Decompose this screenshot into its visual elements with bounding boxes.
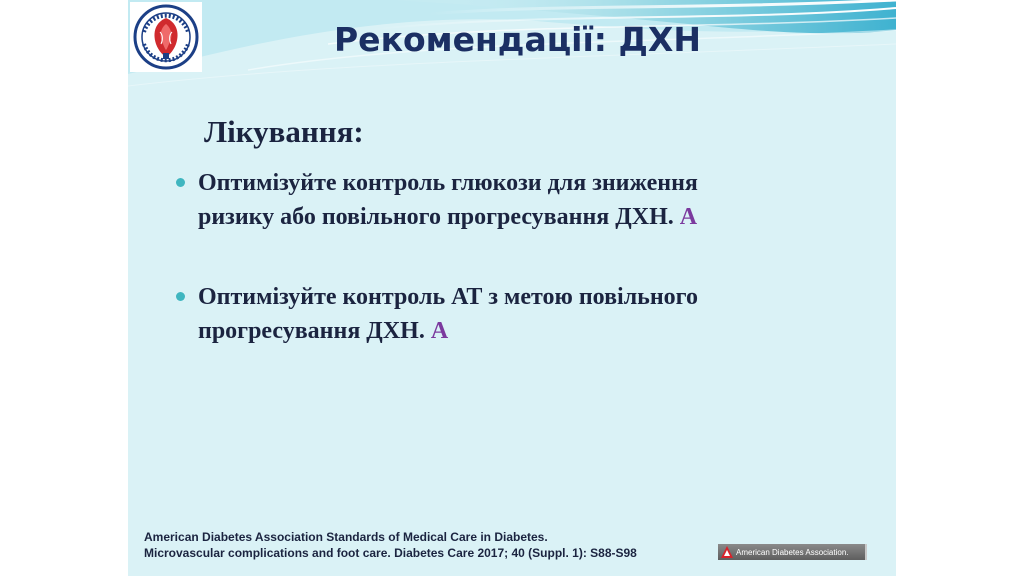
bullet-line: Оптимізуйте контроль АТ з метою повільного xyxy=(198,284,698,310)
slide-title: Рекомендації: ДХН xyxy=(334,20,701,59)
ada-triangle-icon xyxy=(720,545,734,559)
bullet-line-text: ризику або повільного прогресування ДХН. xyxy=(198,204,674,230)
ada-logo-text: American Diabetes Association. xyxy=(736,547,849,557)
section-heading: Лікування: xyxy=(204,114,364,149)
reference-citation xyxy=(144,529,637,561)
bullet-line xyxy=(198,200,816,234)
bullet-dot-icon xyxy=(176,178,185,187)
bullet-item xyxy=(176,280,816,348)
slide xyxy=(128,0,896,576)
institute-seal-icon xyxy=(130,2,202,72)
evidence-grade: A xyxy=(679,204,698,230)
bullet-line: Оптимізуйте контроль глюкози для зниження xyxy=(198,170,698,196)
bullet-line xyxy=(198,314,816,348)
reference-line: American Diabetes Association Standards of Medical Care in Diabetes. xyxy=(144,530,548,544)
reference-line: Microvascular complications and foot care. Diabetes Care 2017; 40 (Suppl. 1): S88-S98 xyxy=(144,546,637,560)
institute-logo xyxy=(130,2,202,72)
evidence-grade: A xyxy=(430,318,449,344)
ada-logo xyxy=(718,544,867,560)
bullet-line-text: прогресування ДХН. xyxy=(198,318,425,344)
bullet-dot-icon xyxy=(176,292,185,301)
bullet-item xyxy=(176,166,816,234)
